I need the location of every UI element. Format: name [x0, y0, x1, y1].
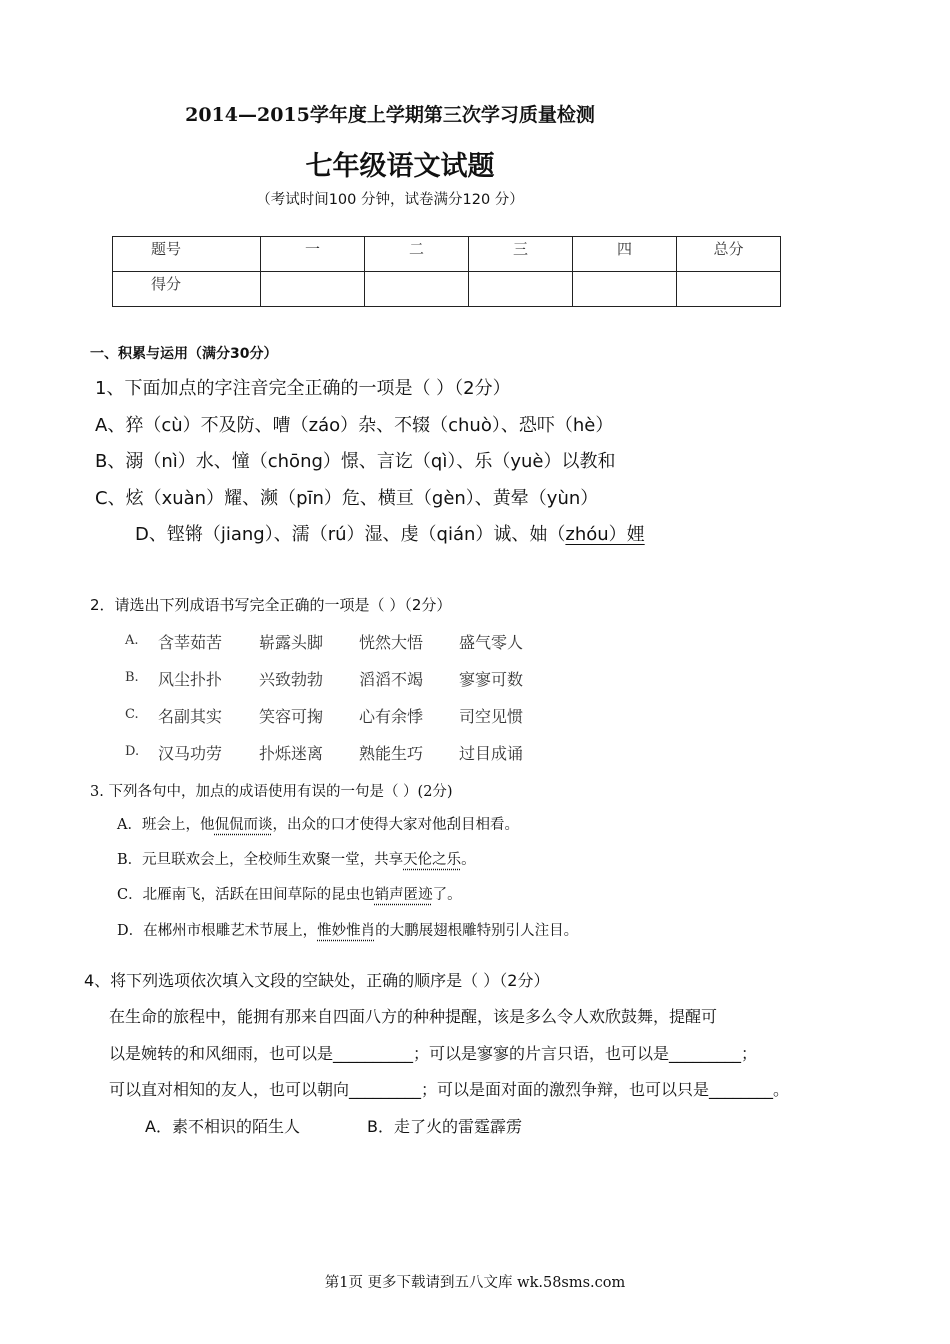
q3-dotted-idiom: 销声匿迹: [374, 887, 433, 903]
q2-word: 崭露头脚: [259, 633, 324, 652]
q2-word: 含莘茹苦: [158, 633, 223, 652]
q2-word: 扑烁迷离: [259, 744, 324, 763]
q2-option-label: A.: [125, 633, 139, 648]
q1-option-d-text: D、铿锵（jiang）、濡（rú）湿、虔（qián）诚、妯（: [135, 524, 566, 545]
page-footer: 第1页 更多下载请到五八文库 wk.58sms.com: [324, 1275, 626, 1291]
q3-stem: 3. 下列各句中，加点的成语使用有误的一句是（ ）(2分): [90, 784, 453, 800]
q3-text: 了。: [432, 887, 462, 903]
q4-passage-line: 可以直对相知的友人，也可以朝向_________；可以是面对面的激烈争辩，也可以只是________。: [109, 1080, 790, 1099]
q2-stem: 2．请选出下列成语书写完全正确的一项是（ ）（2分）: [90, 596, 452, 614]
q2-word: 名副其实: [158, 707, 223, 726]
q2-option-label: B.: [125, 670, 139, 685]
score-cell: [677, 272, 781, 307]
q2-option-label: D.: [125, 744, 140, 759]
q2-word: 司空见惯: [459, 707, 524, 726]
score-cell: 三: [469, 237, 573, 272]
q3-text: D．在郴州市根雕艺术节展上，: [117, 923, 318, 939]
q3-text: B．元旦联欢会上，全校师生欢聚一堂，共享: [117, 852, 404, 868]
q2-word: 心有余悸: [359, 707, 424, 726]
q4-passage-line: 以是婉转的和风细雨，也可以是__________；可以是寥寥的片言只语，也可以是_________；: [109, 1044, 758, 1063]
score-cell: 总分: [677, 237, 781, 272]
q1-stem: 1、下面加点的字注音完全正确的一项是（ ）（2分）: [95, 378, 511, 399]
q1-option-d-underlined: zhóu）娌: [565, 524, 645, 545]
score-cell: 一: [261, 237, 365, 272]
q3-option-d: [117, 919, 578, 940]
q1-option-a: A、猝（cù）不及防、嘈（záo）杂、不辍（chuò）、恐吓（hè）: [95, 415, 614, 436]
q3-text: ，出众的口才使得大家对他刮目相看。: [272, 817, 519, 833]
q2-word: 滔滔不竭: [359, 670, 424, 689]
q2-word: 兴致勃勃: [259, 670, 324, 689]
q3-dotted-idiom: 天伦之乐: [403, 852, 462, 868]
exam-title: 七年级语文试题: [305, 151, 495, 182]
score-table: [112, 236, 781, 307]
q2-word: 笑容可掬: [259, 707, 324, 726]
q1-option-b: B、溺（nì）水、憧（chōng）憬、言讫（qì）、乐（yuè）以教和: [95, 451, 616, 472]
score-cell: 得分: [113, 272, 261, 307]
score-cell: 题号: [113, 237, 261, 272]
q2-word: 寥寥可数: [459, 670, 524, 689]
q4-passage-line: 在生命的旅程中，能拥有那来自四面八方的种种提醒，该是多么令人欢欣鼓舞，提醒可: [109, 1007, 718, 1026]
score-table-header-row: [113, 237, 781, 272]
q2-word: 恍然大悟: [359, 633, 424, 652]
exam-subtitle: （考试时间100 分钟，试卷满分120 分）: [256, 192, 524, 208]
q2-word: 熟能生巧: [359, 744, 424, 763]
score-cell: 四: [573, 237, 677, 272]
score-cell: 二: [365, 237, 469, 272]
q3-text: C．北雁南飞，活跃在田间草际的昆虫也: [117, 887, 375, 903]
q3-dotted-idiom: 惟妙惟肖: [317, 923, 376, 939]
exam-header: 2014—2015学年度上学期第三次学习质量检测: [185, 104, 595, 126]
score-cell: [365, 272, 469, 307]
q3-text: 的大鹏展翅根雕特别引人注目。: [375, 923, 579, 939]
q3-text: A．班会上，他: [117, 817, 215, 833]
q3-option-c: [117, 883, 462, 904]
q2-option-label: C.: [125, 707, 139, 722]
score-cell: [573, 272, 677, 307]
q1-option-c: C、炫（xuàn）耀、濒（pīn）危、横亘（gèn）、黄晕（yùn）: [95, 488, 599, 509]
score-table-score-row: [113, 272, 781, 307]
q2-word: 过目成诵: [459, 744, 524, 763]
q2-word: 汉马功劳: [158, 744, 223, 763]
q2-word: 风尘扑扑: [158, 670, 223, 689]
q3-option-b: [117, 848, 476, 869]
q4-option-a: A．素不相识的陌生人: [145, 1117, 300, 1136]
q2-word: 盛气零人: [459, 633, 524, 652]
score-cell: [261, 272, 365, 307]
q1-option-d: [135, 520, 645, 546]
q3-option-a: [117, 813, 519, 834]
q4-stem: 4、将下列选项依次填入文段的空缺处，正确的顺序是（ ）（2分）: [84, 971, 550, 990]
q4-option-b: B．走了火的雷霆霹雳: [367, 1117, 522, 1136]
q3-text: 。: [461, 852, 476, 868]
section-heading: 一、积累与运用（满分30分）: [90, 346, 278, 362]
score-cell: [469, 272, 573, 307]
q3-dotted-idiom: 侃侃而谈: [214, 817, 273, 833]
